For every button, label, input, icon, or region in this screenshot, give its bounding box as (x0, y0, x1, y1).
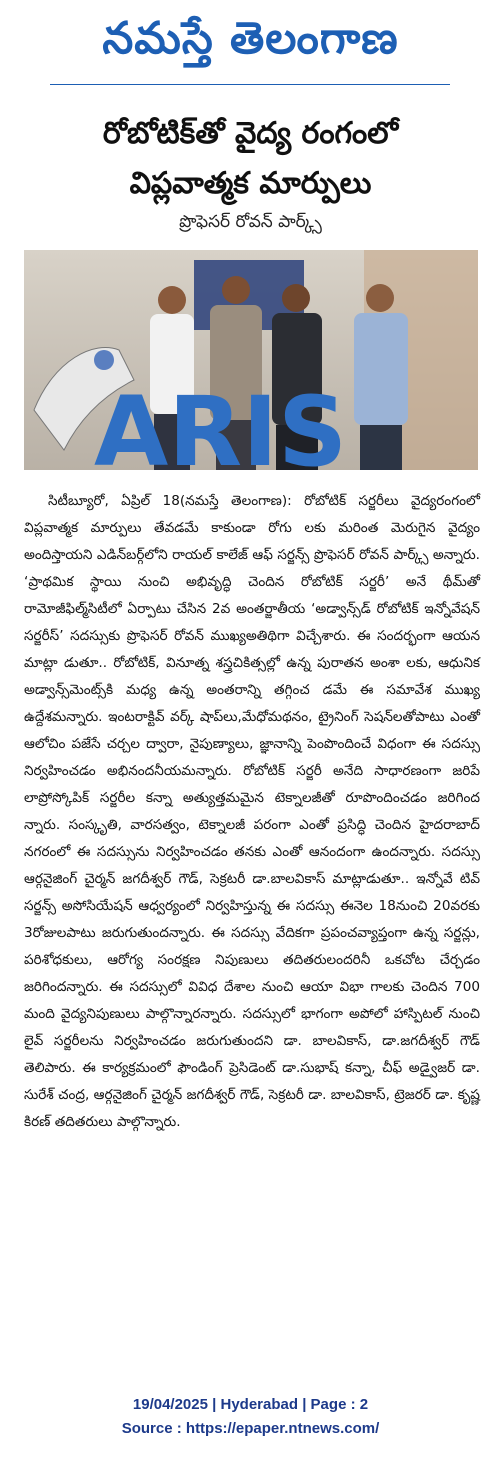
article-paragraph: సిటీబ్యూరో, ఏప్రిల్ 18(నమస్తే తెలంగాణ): రోబోటిక్ సర్జరీలు వైద్యరంగంలో విప్లవాత్మక మార్పులు తేవడమే కాకుండా రోగు లకు మరింత మెరుగైన వైద్యం అందిస్తాయని ఎడిన్‌బర్గ్‌లోని రాయల్ కాలేజ్ ఆఫ్ సర్జన్స్ ప్రొఫెసర్ రోవన్ పార్క్స్ అన్నారు. ‘ప్రాథమిక స్థాయి నుంచి అభివృద్ధి చెందిన రోబోటిక్ సర్జరీ’ అనే థీమ్‌తో రామోజీఫిల్మ్‌సిటీలో ఏర్పాటు చేసిన 2వ అంతర్జాతీయ ‘అడ్వాన్స్‌డ్ రోబోటిక్ ఇన్నోవేషన్ సర్జరీస్’ సదస్సుకు ప్రొఫెసర్ రోవన్ ముఖ్యఅతిథిగా విచ్చేశారు. ఈ సందర్భంగా ఆయన మాట్లా డుతూ.. రోబోటిక్, వినూత్న శస్త్రచికిత్సల్లో ఉన్న పురాతన అంశా లకు, ఆధునిక అడ్వాన్స్‌మెంట్స్‌కి మధ్య ఉన్న అంతరాన్ని తగ్గించ డమే ఈ సమావేశ ముఖ్య ఉద్దేశమన్నారు. ఇంటరాక్టివ్ వర్క్ షాప్‌లు,మేధోమథనం, ట్రైనింగ్ సెషన్‌లతోపాటు ఎంతో ఆలోచిం పజేసే చర్చల ద్వారా, నైపుణ్యాలు, జ్ఞానాన్ని పెంపొందించే విధంగా ఈ సదస్సు నిర్వహించడం అభినందనీయమన్నారు. రోబోటిక్ సర్జరీ అనేది సాధారణంగా జరిపే లాప్రోస్కోపిక్ సర్జరీల కన్నా అత్యుత్తమమైన టెక్నాలజీతో రూపొందించడం జరిగింద న్నారు. సంస్కృతి, వారసత్వం, టెక్నాలజీ పరంగా ఎంతో ప్రసిద్ధి చెందిన హైదరాబాద్ నగరంలో ఈ సదస్సును నిర్వహించడం తనకు ఎంతో ఆనందంగా ఉందన్నారు. సదస్సు ఆర్గనైజింగ్ చైర్మన్ జగదీశ్వర్ గౌడ్, సెక్రటరీ డా.బాలవికాస్ మాట్లాడుతూ.. ఇన్నోవే టివ్ సర్జన్స్ అసోసియేషన్ ఆధ్వర్యంలో నిర్వహిస్తున్న ఈ సదస్సు ఈనెల 18నుంచి 20వరకు 3రోజులపాటు జరుగుతుందన్నారు. ఈ సదస్సు వేదికగా ప్రపంచవ్యాప్తంగా ఉన్న సర్జన్లు, పరిశోధకులు, ఆరోగ్య సంరక్షణ నిపుణులు తదితరులందరినీ ఒకచోట చేర్చడం జరిగిందన్నారు. ఈ సదస్సులో వివిధ దేశాల నుంచి ఆయా విభా గాలకు చెందిన 700 మంది వైద్యనిపుణులు పాల్గొన్నారన్నారు. సదస్సులో భాగంగా అపోలో హాస్పిటల్ నుంచి లైవ్ సర్జరీలను నిర్వహించడం జరుగుతుందని డా. బాలవికాస్, డా.జగదీశ్వర్ గౌడ్ తెలిపారు. ఈ కార్యక్రమంలో ఫౌండింగ్ ప్రెసిడెంట్ డా.సుభాష్ కన్నా, చీఫ్ అడ్వైజర్ డా. సురేశ్ చంద్ర, ఆర్గనైజింగ్ చైర్మన్ జగదీశ్వర్ గౌడ్, సెక్రటరీ డా. బాలవికాస్, ట్రెజరర్ డా. కృష్ణ కిరణ్ తదితరులు పాల్గొన్నారు. (24, 493, 480, 1130)
event-photo (24, 250, 478, 470)
masthead-divider (50, 84, 450, 85)
article-body (24, 488, 480, 1136)
footer-date-page: 19/04/2025 | Hyderabad | Page : 2 (132, 1396, 369, 1413)
headline-line-1: రోబోటిక్‌తో వైద్య రంగంలో (102, 116, 399, 151)
footer-source: Source : https://epaper.ntnews.com/ (121, 1420, 380, 1437)
headline-line-2: విప్లవాత్మక మార్పులు (129, 166, 372, 201)
aris-sign: ARIS (94, 376, 348, 470)
newspaper-masthead: నమస్తే తెలంగాణ (102, 13, 399, 64)
byline: ప్రొఫెసర్ రోవన్ పార్క్స్ (179, 212, 322, 232)
